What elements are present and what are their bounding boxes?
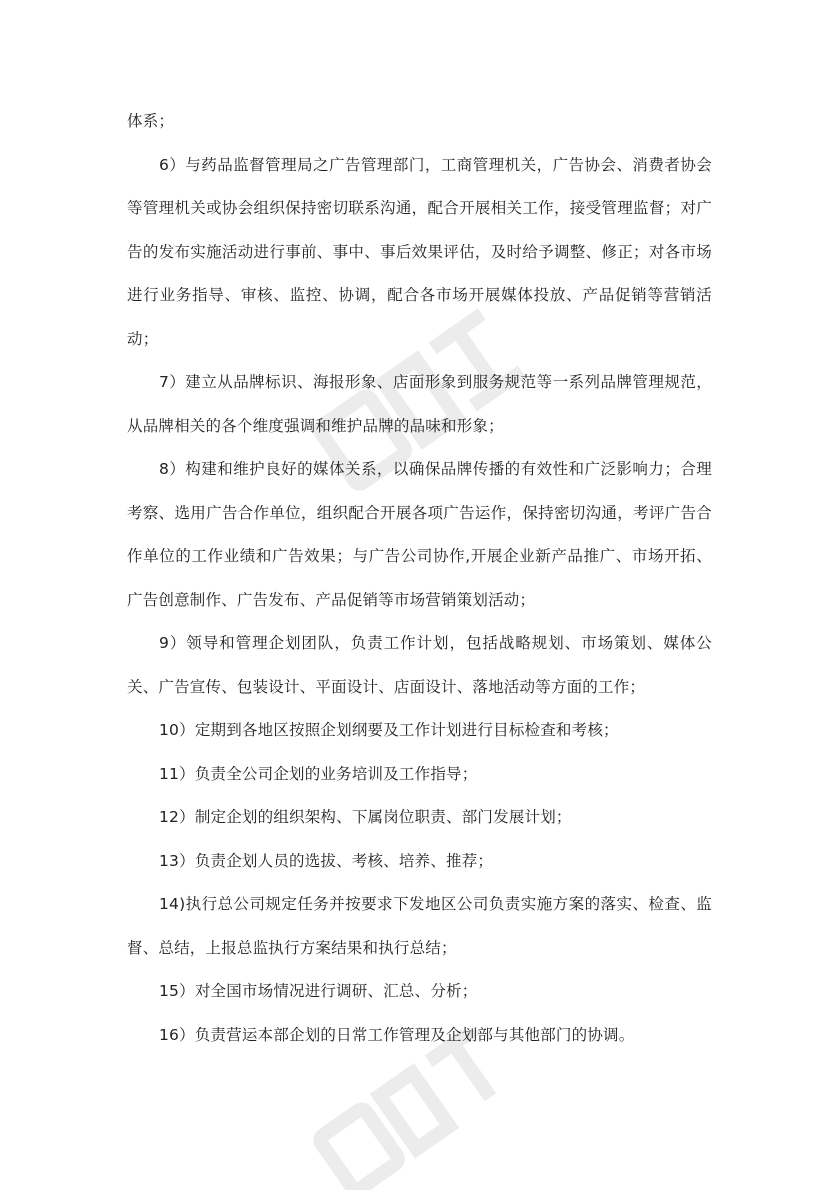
paragraph-continuation: 体系； bbox=[127, 112, 175, 130]
paragraph-item-12: 12）制定企划的组织架构、下属岗位职责、部门发展计划； bbox=[159, 808, 572, 826]
paragraph-item-15: 15）对全国市场情况进行调研、汇总、分析； bbox=[159, 982, 478, 1000]
document-body bbox=[127, 100, 712, 1057]
paragraph-item-14: 14)执行总公司规定任务并按要求下发地区公司负责实施方案的落实、检查、监督、总结，上报总监执行方案结果和执行总结； bbox=[127, 895, 712, 957]
paragraph-item-7: 7）建立从品牌标识、海报形象、店面形象到服务规范等一系列品牌管理规范，从品牌相关的各个维度强调和维护品牌的品味和形象； bbox=[127, 373, 712, 435]
paragraph-item-13: 13）负责企划人员的选拔、考核、培养、推荐； bbox=[159, 851, 494, 870]
paragraph-item-6: 6）与药品监督管理局之广告管理部门，工商管理机关，广告协会、消费者协会等管理机关或协会组织保持密切联系沟通，配合开展相关工作，接受管理监督；对广告的发布实施活动进行事前、事中、事后效果评估，及时给予调整、修正；对各市场进行业务指导、审核、监控、协调，配合各市场开展媒体投放、产品促销等营销活动； bbox=[127, 155, 712, 348]
paragraph-item-11: 11）负责全公司企划的业务培训及工作指导； bbox=[159, 764, 478, 783]
paragraph-item-16: 16）负责营运本部企划的日常工作管理及企划部与其他部门的协调。 bbox=[159, 1025, 635, 1044]
paragraph-item-9: 9）领导和管理企划团队，负责工作计划，包括战略规划、市场策划、媒体公关、广告宣传、包装设计、平面设计、店面设计、落地活动等方面的工作； bbox=[127, 634, 712, 696]
paragraph-item-10: 10）定期到各地区按照企划纲要及工作计划进行目标检查和考核； bbox=[159, 721, 619, 739]
paragraph-item-8: 8）构建和维护良好的媒体关系，以确保品牌传播的有效性和广泛影响力；合理考察、选用广告合作单位，组织配合开展各项广告运作，保持密切沟通，考评广告合作单位的工作业绩和广告效果；与广告公司协作,开展企业新产品推广、市场开拓、广告创意制作、广告发布、产品促销等市场营销策划活动； bbox=[127, 460, 712, 609]
